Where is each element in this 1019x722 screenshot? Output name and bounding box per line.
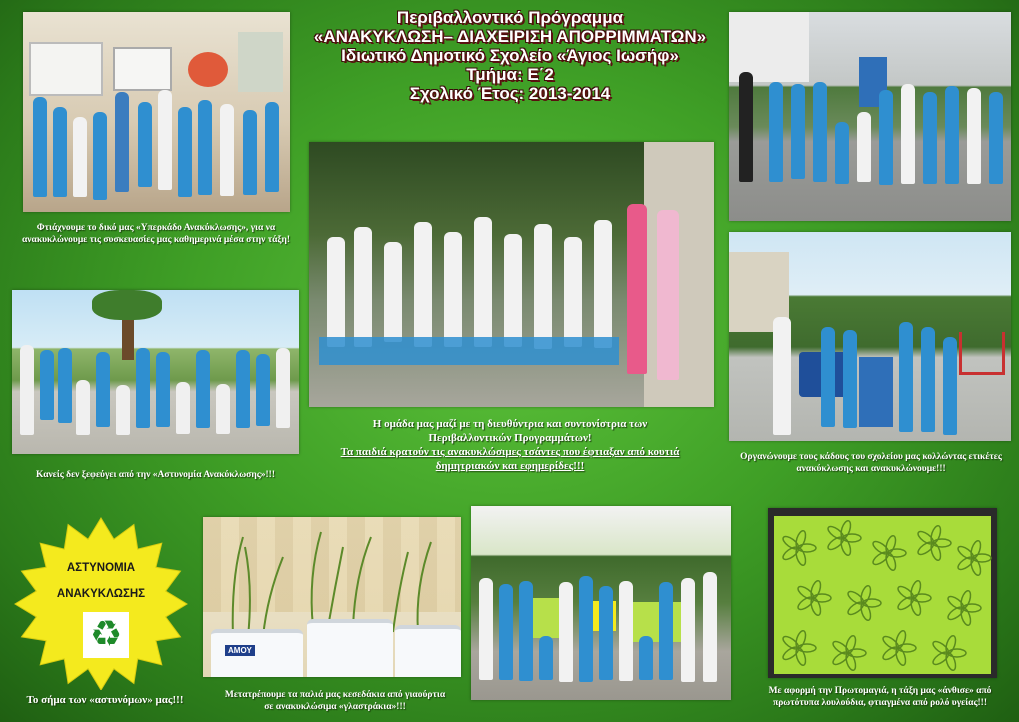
- caption-pots: Μετατρέπουμε τα παλιά μας κεσεδάκια από γιαούρτια σε ανακυκλώσιμα «γλαστράκια»!!!: [224, 690, 446, 712]
- photo-group-with-principal: [309, 142, 714, 407]
- paper-flowers-drawing: [768, 508, 997, 678]
- title-line-5: Σχολικό Έτος: 2013-2014: [409, 84, 611, 103]
- title-line-1: Περιβαλλοντικό Πρόγραμμα: [396, 8, 624, 27]
- badge-line-2: ΑΝΑΚΥΚΛΩΣΗΣ: [56, 588, 146, 600]
- title-line-2: «ΑΝΑΚΥΚΛΩΣΗ– ΔΙΑΧΕΙΡΙΣΗ ΑΠΟΡΡΙΜΜΑΤΩΝ»: [313, 27, 707, 46]
- photo-flower-posters-group: [471, 506, 731, 700]
- photo-toilet-roll-flowers: [768, 508, 997, 678]
- caption-flowers: Με αφορμή την Πρωτομαγιά, η τάξη μας «άνθισε» από πρωτότυπα λουλούδια, φτιαγμένα από ρολό υγείας!!!: [768, 686, 992, 708]
- pot-label: ΑΜΟΥ: [225, 645, 255, 656]
- caption-police: Κανείς δεν ξεφεύγει από την «Αστυνομία Ανακύκλωσης»!!!: [36, 470, 275, 480]
- caption-bins: Οργανώνουμε τους κάδους του σχολείου μας κολλώντας ετικέτες ανακύκλωσης και ανακυκλώνουμε!!!: [740, 452, 1002, 474]
- recycle-icon: ♻: [83, 612, 129, 658]
- caption-center-2: Τα παιδιά κρατούν τις ανακυκλώσιμες τσάντες που έφτιαξαν από κουτιά δημητριακών και εφημερίδες!!!: [340, 446, 680, 472]
- recycling-police-badge: [8, 516, 194, 690]
- caption-classroom: Φτιάχνουμε το δικό μας «Υπερκάδο Ανακύκλωσης», για να ανακυκλώνουμε τις συσκευασίες μας καθημερινά μέσα στην τάξη!: [21, 223, 290, 245]
- photo-classroom: [23, 12, 290, 212]
- badge-line-1: ΑΣΤΥΝΟΜΙΑ: [66, 562, 136, 574]
- photo-bins-group: [729, 12, 1011, 221]
- title-line-4: Τμήμα: Ε΄2: [466, 65, 554, 84]
- photo-yogurt-pots: [203, 517, 461, 677]
- photo-school-bins: [729, 232, 1011, 441]
- photo-recycling-police: [12, 290, 299, 454]
- caption-center-1: Η ομάδα μας μαζί με τη διευθύντρια και συντονίστρια των Περιβαλλοντικών Προγραμμάτων!: [372, 418, 648, 444]
- badge-star-icon: [8, 516, 194, 690]
- poster-title: [300, 8, 720, 103]
- title-line-3: Ιδιωτικό Δημοτικό Σχολείο «Άγιος Ιωσήφ»: [341, 46, 679, 65]
- caption-badge: Το σήμα των «αστυνόμων» μας!!!: [26, 694, 184, 706]
